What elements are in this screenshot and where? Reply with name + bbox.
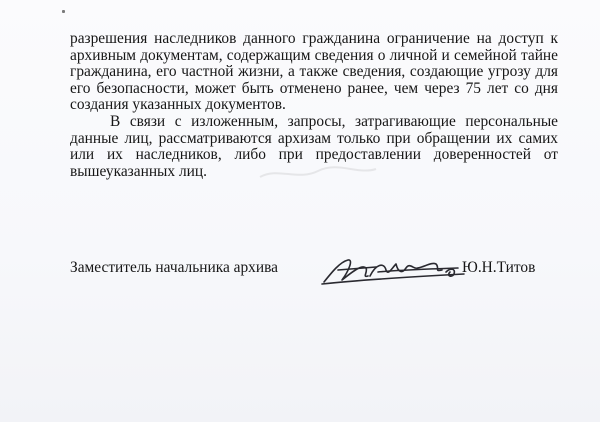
paragraph-1-line: гражданина, его частной жизни, а также сведения, создающие угрозу для [70,63,558,81]
paragraph-1-line: создания указанных документов. [70,96,286,114]
paragraph-2-line: В связи с изложенным, запросы, затрагивающие персональные [110,112,558,130]
scan-speck [62,10,65,13]
paragraph-1-line: его безопасности, может быть отменено ранее, чем через 75 лет со дня [70,79,558,97]
paragraph-2-line: вышеуказанных лиц. [70,162,207,180]
position-title: Заместитель начальника архива [70,259,278,276]
paragraph-1-line: разрешения наследников данного гражданина ограничение на доступ к [70,30,558,47]
paragraph-2-line: данные лиц, рассматриваются архизам только при обращении их самих [70,129,558,147]
paragraph-2-line: или их наследников, либо при предоставлении доверенностей от [70,146,558,164]
paragraph-1-line: архивным документам, содержащим сведения о личной и семейной тайне [70,46,558,64]
handwritten-signature [318,250,468,290]
paragraph-1 [70,31,558,114]
signer-name: Ю.Н.Титов [462,259,536,276]
letter-body [70,31,558,180]
show-through-mark [258,163,378,183]
